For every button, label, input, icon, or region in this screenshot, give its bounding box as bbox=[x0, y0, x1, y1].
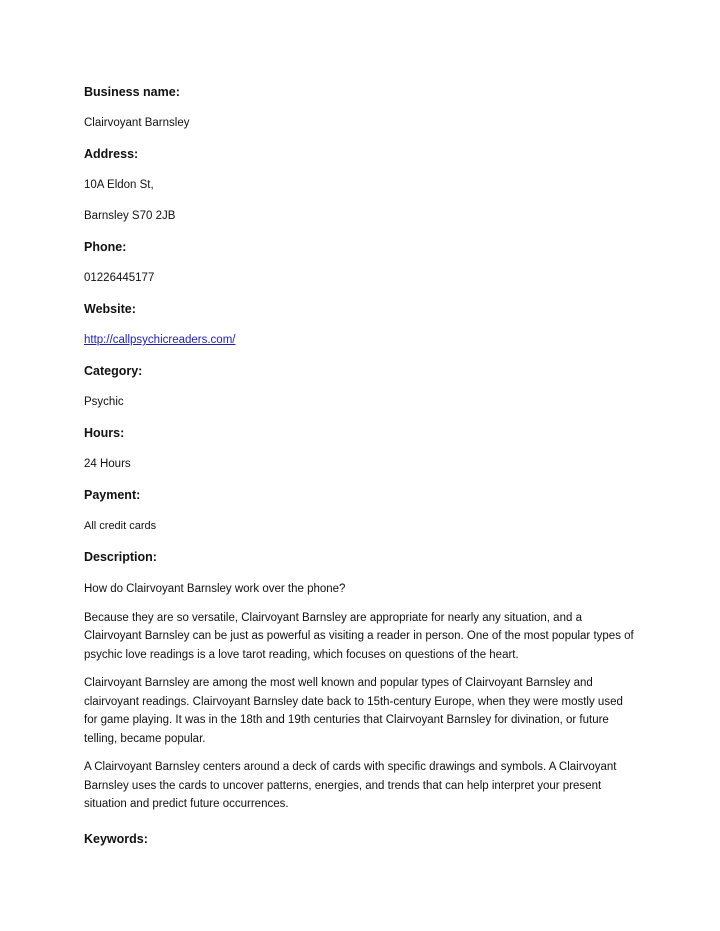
hours-label: Hours: bbox=[84, 426, 125, 440]
hours-value: 24 Hours bbox=[84, 458, 131, 470]
description-paragraph-3: A Clairvoyant Barnsley centers around a deck of cards with specific drawings and symbols. A Clairvoyant Barnsley uses the cards to uncover patterns, energies, and trends that can help interpret your present situation and predict future occurrences. bbox=[84, 761, 617, 810]
website-link[interactable]: http://callpsychicreaders.com/ bbox=[84, 334, 236, 346]
description-question: How do Clairvoyant Barnsley work over the phone? bbox=[84, 583, 346, 595]
phone-value: 01226445177 bbox=[84, 272, 155, 284]
website-label: Website: bbox=[84, 302, 136, 316]
payment-value: All credit cards bbox=[84, 520, 157, 532]
category-value: Psychic bbox=[84, 396, 124, 408]
business-name-value: Clairvoyant Barnsley bbox=[84, 117, 190, 129]
document-content bbox=[84, 84, 636, 848]
address-line2: Barnsley S70 2JB bbox=[84, 210, 176, 222]
category-label: Category: bbox=[84, 364, 143, 378]
description-label: Description: bbox=[84, 550, 157, 564]
website-value bbox=[84, 332, 636, 349]
description-paragraph-2: Clairvoyant Barnsley are among the most well known and popular types of Clairvoyant Barnsley and clairvoyant readings. Clairvoyant Barnsley date back to 15th-century Europe, when they were mostly used for game playing. It was in the 18th and 19th centuries that Clairvoyant Barnsley for divination, or future telling, became popular. bbox=[84, 677, 623, 745]
business-name-label: Business name: bbox=[84, 85, 180, 99]
address-label: Address: bbox=[84, 147, 139, 161]
description-paragraph-1: Because they are so versatile, Clairvoyant Barnsley are appropriate for nearly any situation, and a Clairvoyant Barnsley can be just as powerful as visiting a reader in person. One of the most popular types of psychic love readings is a love tarot reading, which focuses on questions of the heart. bbox=[84, 611, 634, 661]
address-line1: 10A Eldon St, bbox=[84, 179, 154, 191]
payment-label: Payment: bbox=[84, 488, 141, 502]
keywords-label: Keywords: bbox=[84, 831, 148, 846]
phone-label: Phone: bbox=[84, 240, 127, 254]
